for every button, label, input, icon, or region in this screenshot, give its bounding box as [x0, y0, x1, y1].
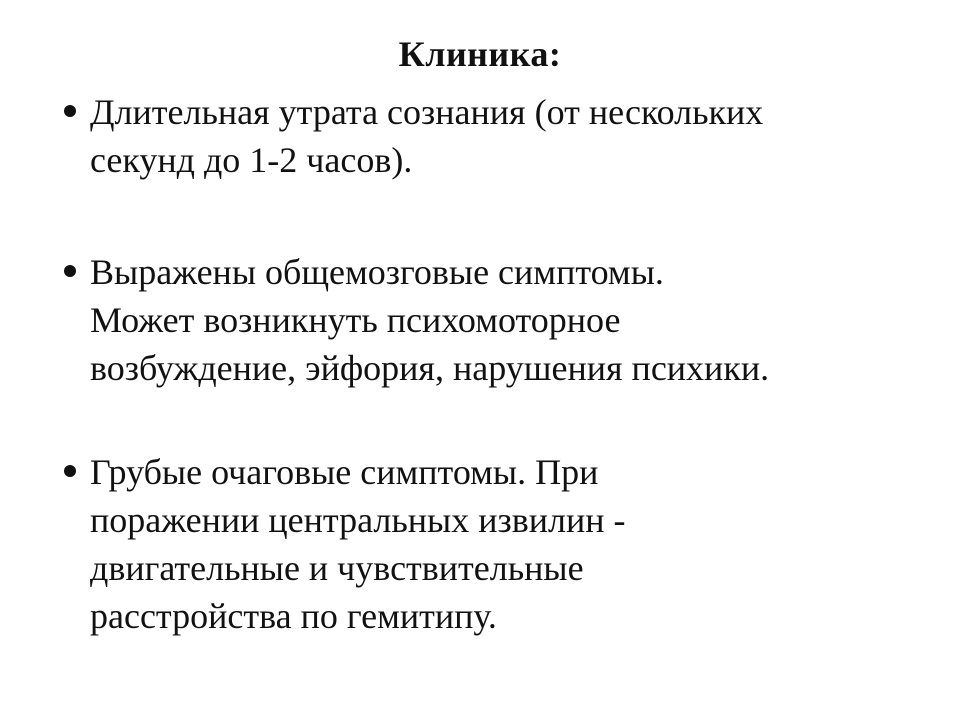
bullet-dot-icon: [64, 105, 76, 117]
bullet-text: [90, 88, 930, 184]
bullet-text: [90, 248, 930, 392]
bullet-dot-icon: [64, 465, 76, 477]
bullet-line: Выражены общемозговые симптомы.: [90, 252, 664, 292]
bullet-line: поражении центральных извилин -: [90, 500, 626, 540]
bullet-line: Грубые очаговые симптомы. При: [90, 452, 599, 492]
bullet-text: [90, 448, 930, 640]
bullet-line: Длительная утрата сознания (от нескольких: [90, 92, 764, 132]
bullet-line: расстройства по гемитипу.: [90, 596, 497, 636]
bullet-line: возбуждение, эйфория, нарушения психики.: [90, 348, 770, 388]
bullet-line: секунд до 1-2 часов).: [90, 140, 413, 180]
bullet-line: Может возникнуть психомоторное: [90, 300, 621, 340]
slide-title: Клиника:: [398, 34, 562, 74]
bullet-line: двигательные и чувствительные: [90, 548, 584, 588]
bullet-dot-icon: [64, 265, 76, 277]
